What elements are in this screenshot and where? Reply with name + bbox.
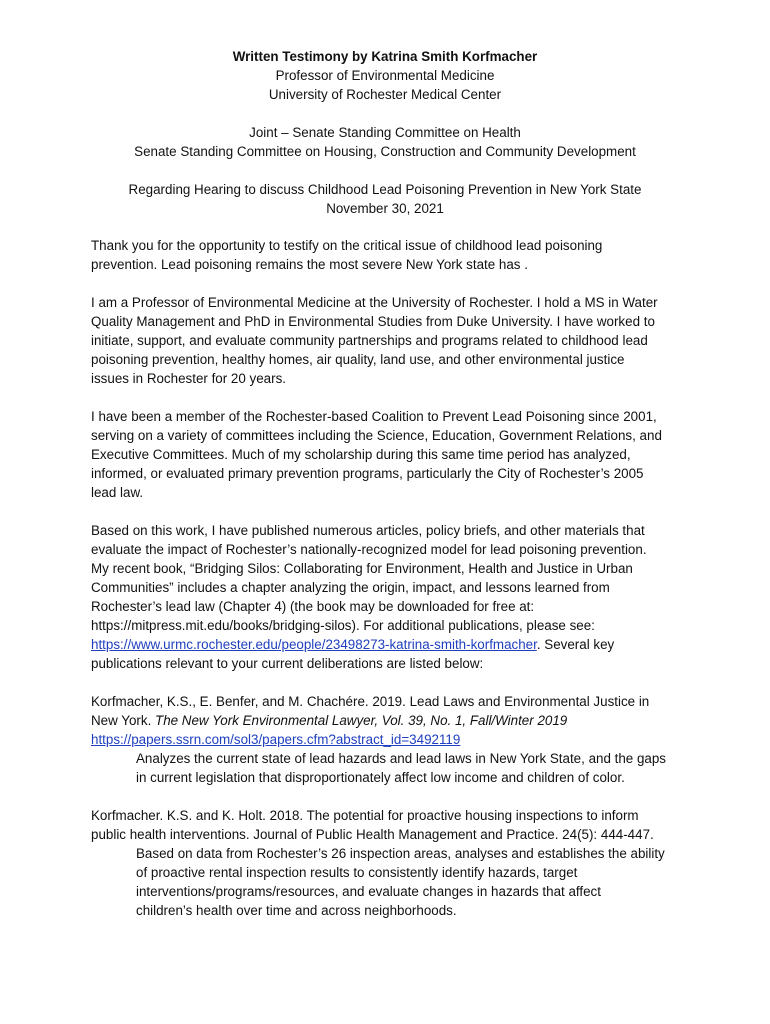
text-line: poisoning prevention, healthy homes, air quality, land use, and other environmental justice (91, 352, 625, 367)
reference-citation: public health interventions. Journal of Public Health Management and Practice. 24(5): 444-447. (91, 827, 654, 842)
reference-citation: Korfmacher, K.S., E. Benfer, and M. Chachére. 2019. Lead Laws and Environmental Justice in (91, 694, 650, 709)
text-line: lead law. (91, 485, 144, 500)
text-line: https://mitpress.mit.edu/books/bridging-silos). For additional publications, please see: (91, 618, 595, 633)
text-line: Quality Management and PhD in Environmental Studies from Duke University. I have worked to (91, 314, 655, 329)
text-line: Analyzes the current state of lead hazards and lead laws in New York State, and the gaps (136, 751, 667, 766)
reference-link-line (91, 730, 691, 749)
text-line: Rochester’s lead law (Chapter 4) (the book may be downloaded for free at: (91, 599, 535, 614)
text-line: initiate, support, and evaluate community partnerships and programs related to childhood lead (91, 333, 648, 348)
text-line: serving on a variety of committees including the Science, Education, Government Relations, and (91, 428, 662, 443)
text-line: Thank you for the opportunity to testify on the critical issue of childhood lead poisoning (91, 238, 603, 253)
committee-line-2: Senate Standing Committee on Housing, Construction and Community Development (134, 144, 636, 159)
paragraph-intro (91, 236, 691, 274)
reference-1-summary (136, 749, 696, 787)
text-line: Executive Committees. Much of my scholarship during this same time period has analyzed, (91, 447, 631, 462)
ssrn-paper-link[interactable]: https://papers.ssrn.com/sol3/papers.cfm?abstract_id=3492119 (91, 732, 461, 747)
committee-line-1: Joint – Senate Standing Committee on Health (249, 125, 521, 140)
text-line: interventions/programs/resources, and evaluate changes in hazards that affect (136, 884, 601, 899)
hearing-date: November 30, 2021 (326, 201, 444, 216)
text-line: publications relevant to your current deliberations are listed below: (91, 656, 484, 671)
hearing-block (0, 180, 770, 218)
document-title: Written Testimony by Katrina Smith Korfmacher (232, 49, 538, 64)
reference-2-summary (136, 844, 696, 920)
text-line: I am a Professor of Environmental Medicine at the University of Rochester. I hold a MS in Water (91, 295, 658, 310)
paragraph-credentials (91, 293, 691, 388)
reference-citation (91, 711, 691, 730)
text-fragment: New York. (91, 713, 156, 728)
urmc-profile-link[interactable]: https://www.urmc.rochester.edu/people/23498273-katrina-smith-korfmacher (91, 637, 537, 652)
text-line-with-link (91, 635, 691, 654)
committee-block (0, 123, 770, 161)
paragraph-publications (91, 521, 691, 673)
text-line: informed, or evaluated primary prevention programs, particularly the City of Rochester’s 2005 (91, 466, 644, 481)
text-line: Communities” includes a chapter analyzing the origin, impact, and lessons learned from (91, 580, 610, 595)
author-institution: University of Rochester Medical Center (268, 87, 502, 102)
author-position: Professor of Environmental Medicine (275, 68, 495, 83)
reference-1 (91, 692, 691, 749)
text-line: Based on data from Rochester’s 26 inspection areas, analyses and establishes the ability (136, 846, 665, 861)
text-line: Based on this work, I have published numerous articles, policy briefs, and other materials that (91, 523, 645, 538)
text-line: prevention. Lead poisoning remains the most severe New York state has . (91, 257, 528, 272)
reference-2 (91, 806, 691, 844)
text-line: children’s health over time and across neighborhoods. (136, 903, 457, 918)
paragraph-coalition (91, 407, 691, 502)
journal-title: The New York Environmental Lawyer, Vol. 39, No. 1, Fall/Winter 2019 (155, 713, 568, 728)
text-line: in current legislation that disproportionately affect low income and children of color. (136, 770, 625, 785)
text-line: issues in Rochester for 20 years. (91, 371, 286, 386)
hearing-subject: Regarding Hearing to discuss Childhood Lead Poisoning Prevention in New York State (128, 182, 642, 197)
reference-citation: Korfmacher. K.S. and K. Holt. 2018. The potential for proactive housing inspections to inform (91, 808, 639, 823)
text-line: My recent book, “Bridging Silos: Collaborating for Environment, Health and Justice in Urban (91, 561, 633, 576)
document-header (0, 47, 770, 104)
text-line: I have been a member of the Rochester-based Coalition to Prevent Lead Poisoning since 2001, (91, 409, 657, 424)
text-line: evaluate the impact of Rochester’s nationally-recognized model for lead poisoning prevention. (91, 542, 647, 557)
text-fragment: . Several key (536, 637, 615, 652)
text-line: of proactive rental inspection results to consistently identify hazards, target (136, 865, 578, 880)
